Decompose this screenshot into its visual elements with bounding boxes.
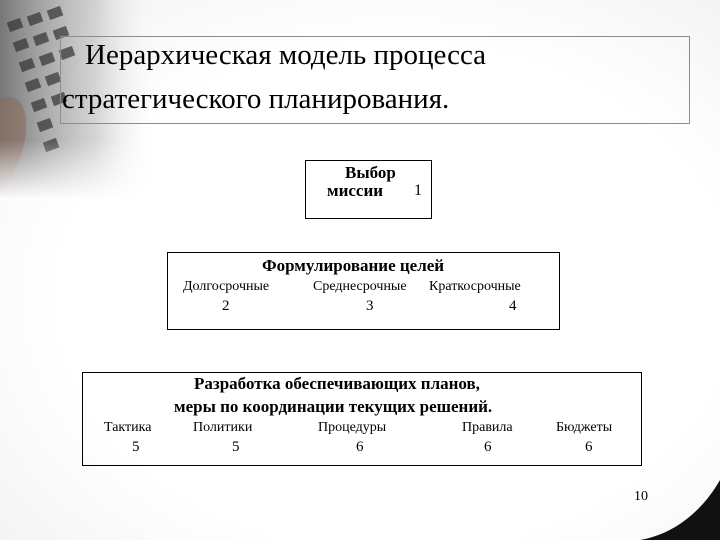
plan-policies-label: Политики [193,420,253,435]
mission-label-line-2: миссии [327,181,384,200]
goal-short-label: Краткосрочные [429,279,521,294]
plans-header-line-2: меры по координации текущих решений. [174,397,493,416]
title-line-2: стратегического планирования. [62,83,450,115]
slide-title [60,33,700,121]
plan-policies-number: 5 [232,439,240,455]
plan-budgets-label: Бюджеты [556,420,613,435]
goal-long-label: Долгосрочные [183,279,270,294]
plan-tactics-label: Тактика [104,420,152,435]
plan-rules-label: Правила [462,420,513,435]
plan-procedures-label: Процедуры [318,420,387,435]
mission-number: 1 [414,182,422,199]
title-line-1: Иерархическая модель процесса [85,39,487,71]
corner-decoration [640,480,720,540]
plan-tactics-number: 5 [132,439,140,455]
plan-budgets-number: 6 [585,439,593,455]
goal-mid-number: 3 [366,298,374,314]
mission-label-line-1: Выбор [345,163,396,182]
goal-mid-label: Среднесрочные [313,279,407,294]
page-number: 10 [634,489,648,504]
goal-long-number: 2 [222,298,230,314]
plan-procedures-number: 6 [356,439,364,455]
plan-rules-number: 6 [484,439,492,455]
goal-short-number: 4 [509,298,517,314]
plans-header-line-1: Разработка обеспечивающих планов, [194,374,480,393]
goals-header: Формулирование целей [262,256,445,275]
